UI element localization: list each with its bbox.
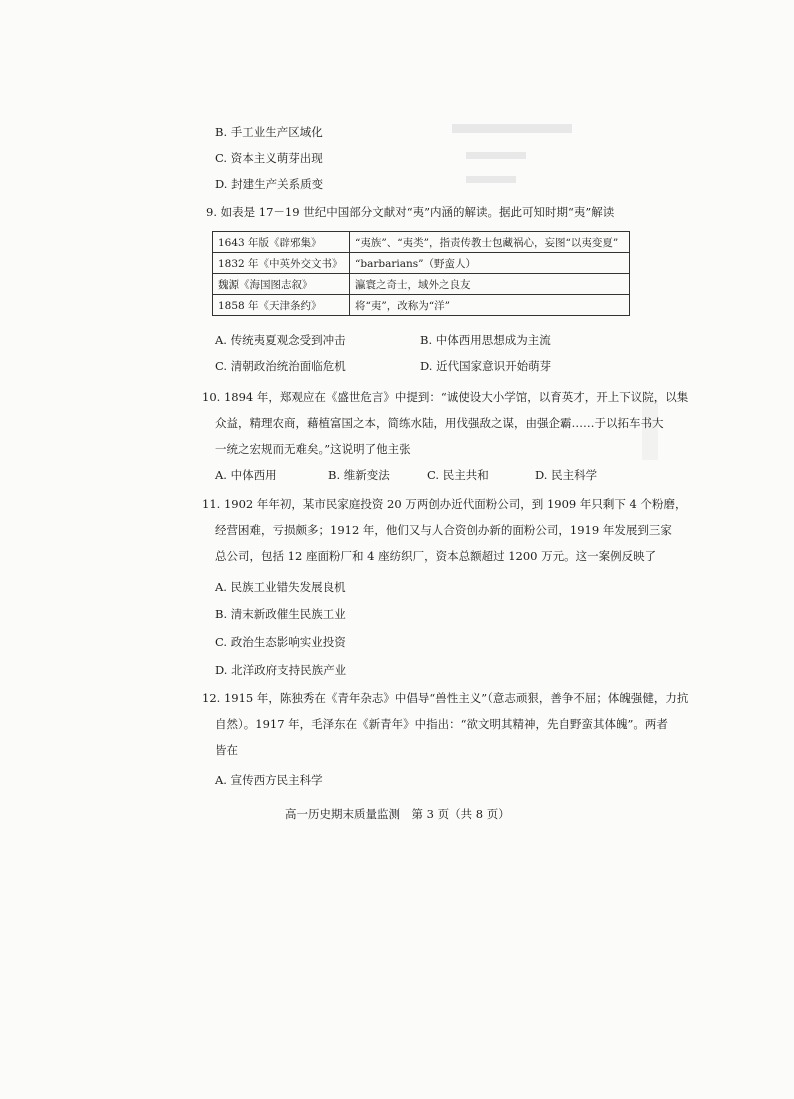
q11-option-c: C. 政治生态影响实业投资 bbox=[215, 635, 346, 649]
q10-stem-line-3: 一统之宏规而无难矣。”这说明了他主张 bbox=[215, 442, 411, 456]
q12-option-a: A. 宣传西方民主科学 bbox=[215, 773, 323, 787]
table-row bbox=[213, 274, 630, 295]
q10-option-b: B. 维新变法 bbox=[328, 468, 390, 482]
q12-stem-line-2: 自然）。1917 年，毛泽东在《新青年》中指出：“欲文明其精神，先自野蛮其体魄”。两者 bbox=[215, 717, 668, 731]
bleed-through-mark bbox=[466, 152, 526, 159]
q11-stem-line-1: 11. 1902 年年初，某市民家庭投资 20 万两创办近代面粉公司，到 1909 年只剩下 4 个粉磨， bbox=[202, 497, 687, 511]
q11-stem-line-3: 总公司，包括 12 座面粉厂和 4 座纺织厂，资本总额超过 1200 万元。这一案例反映了 bbox=[215, 549, 657, 563]
table-row bbox=[213, 253, 630, 274]
bleed-through-mark bbox=[466, 176, 516, 183]
page-footer: 高一历史期末质量监测 第 3 页（共 8 页） bbox=[285, 807, 510, 821]
q10-option-c: C. 民主共和 bbox=[427, 468, 489, 482]
q8-option-d: D. 封建生产关系质变 bbox=[215, 177, 324, 191]
q9-table bbox=[212, 231, 630, 316]
table-cell-interpretation: “barbarians”（野蛮人） bbox=[350, 253, 630, 274]
q12-stem-line-3: 皆在 bbox=[215, 743, 238, 757]
table-cell-source: 1643 年版《辟邪集》 bbox=[213, 232, 350, 253]
q8-option-c: C. 资本主义萌芽出现 bbox=[215, 151, 323, 165]
q11-option-b: B. 清末新政催生民族工业 bbox=[215, 607, 346, 621]
q10-stem-line-2: 众益，精理农商，藉植富国之本，简练水陆，用伐强敌之谋，由强企霸……于以拓车书大 bbox=[215, 416, 664, 430]
table-cell-interpretation: “夷族”、“夷类”，指责传教士包藏祸心，妄图“以夷变夏” bbox=[350, 232, 630, 253]
table-row bbox=[213, 295, 630, 316]
q9-option-b: B. 中体西用思想成为主流 bbox=[420, 333, 551, 347]
q10-option-a: A. 中体西用 bbox=[215, 468, 277, 482]
q10-stem-line-1: 10. 1894 年，郑观应在《盛世危言》中提到：“诚使设大小学馆，以育英才，开上下议院，以集 bbox=[202, 390, 689, 404]
q9-stem: 9. 如表是 17－19 世纪中国部分文献对“夷”内涵的解读。据此可知时期“夷”解读 bbox=[206, 205, 615, 219]
table-row bbox=[213, 232, 630, 253]
q10-option-d: D. 民主科学 bbox=[535, 468, 598, 482]
q12-stem-line-1: 12. 1915 年，陈独秀在《青年杂志》中倡导“兽性主义”（意志顽狠，善争不屈；体魄强健，力抗 bbox=[202, 691, 689, 705]
table-cell-source: 1858 年《天津条约》 bbox=[213, 295, 350, 316]
table-cell-interpretation: 瀛寰之奇士，域外之良友 bbox=[350, 274, 630, 295]
q11-option-a: A. 民族工业错失发展良机 bbox=[215, 580, 346, 594]
table-cell-source: 魏源《海国图志叙》 bbox=[213, 274, 350, 295]
bleed-through-mark bbox=[452, 124, 572, 133]
q9-option-c: C. 清朝政治统治面临危机 bbox=[215, 359, 346, 373]
table-cell-interpretation: 将“夷”，改称为“洋” bbox=[350, 295, 630, 316]
q11-option-d: D. 北洋政府支持民族产业 bbox=[215, 663, 347, 677]
q11-stem-line-2: 经营困难，亏损颇多；1912 年，他们又与人合资创办新的面粉公司，1919 年发展到三家 bbox=[215, 523, 672, 537]
table-cell-source: 1832 年《中英外交文书》 bbox=[213, 253, 350, 274]
q8-option-b: B. 手工业生产区域化 bbox=[215, 125, 323, 139]
q9-option-a: A. 传统夷夏观念受到冲击 bbox=[215, 333, 346, 347]
q9-option-d: D. 近代国家意识开始萌芽 bbox=[420, 359, 552, 373]
